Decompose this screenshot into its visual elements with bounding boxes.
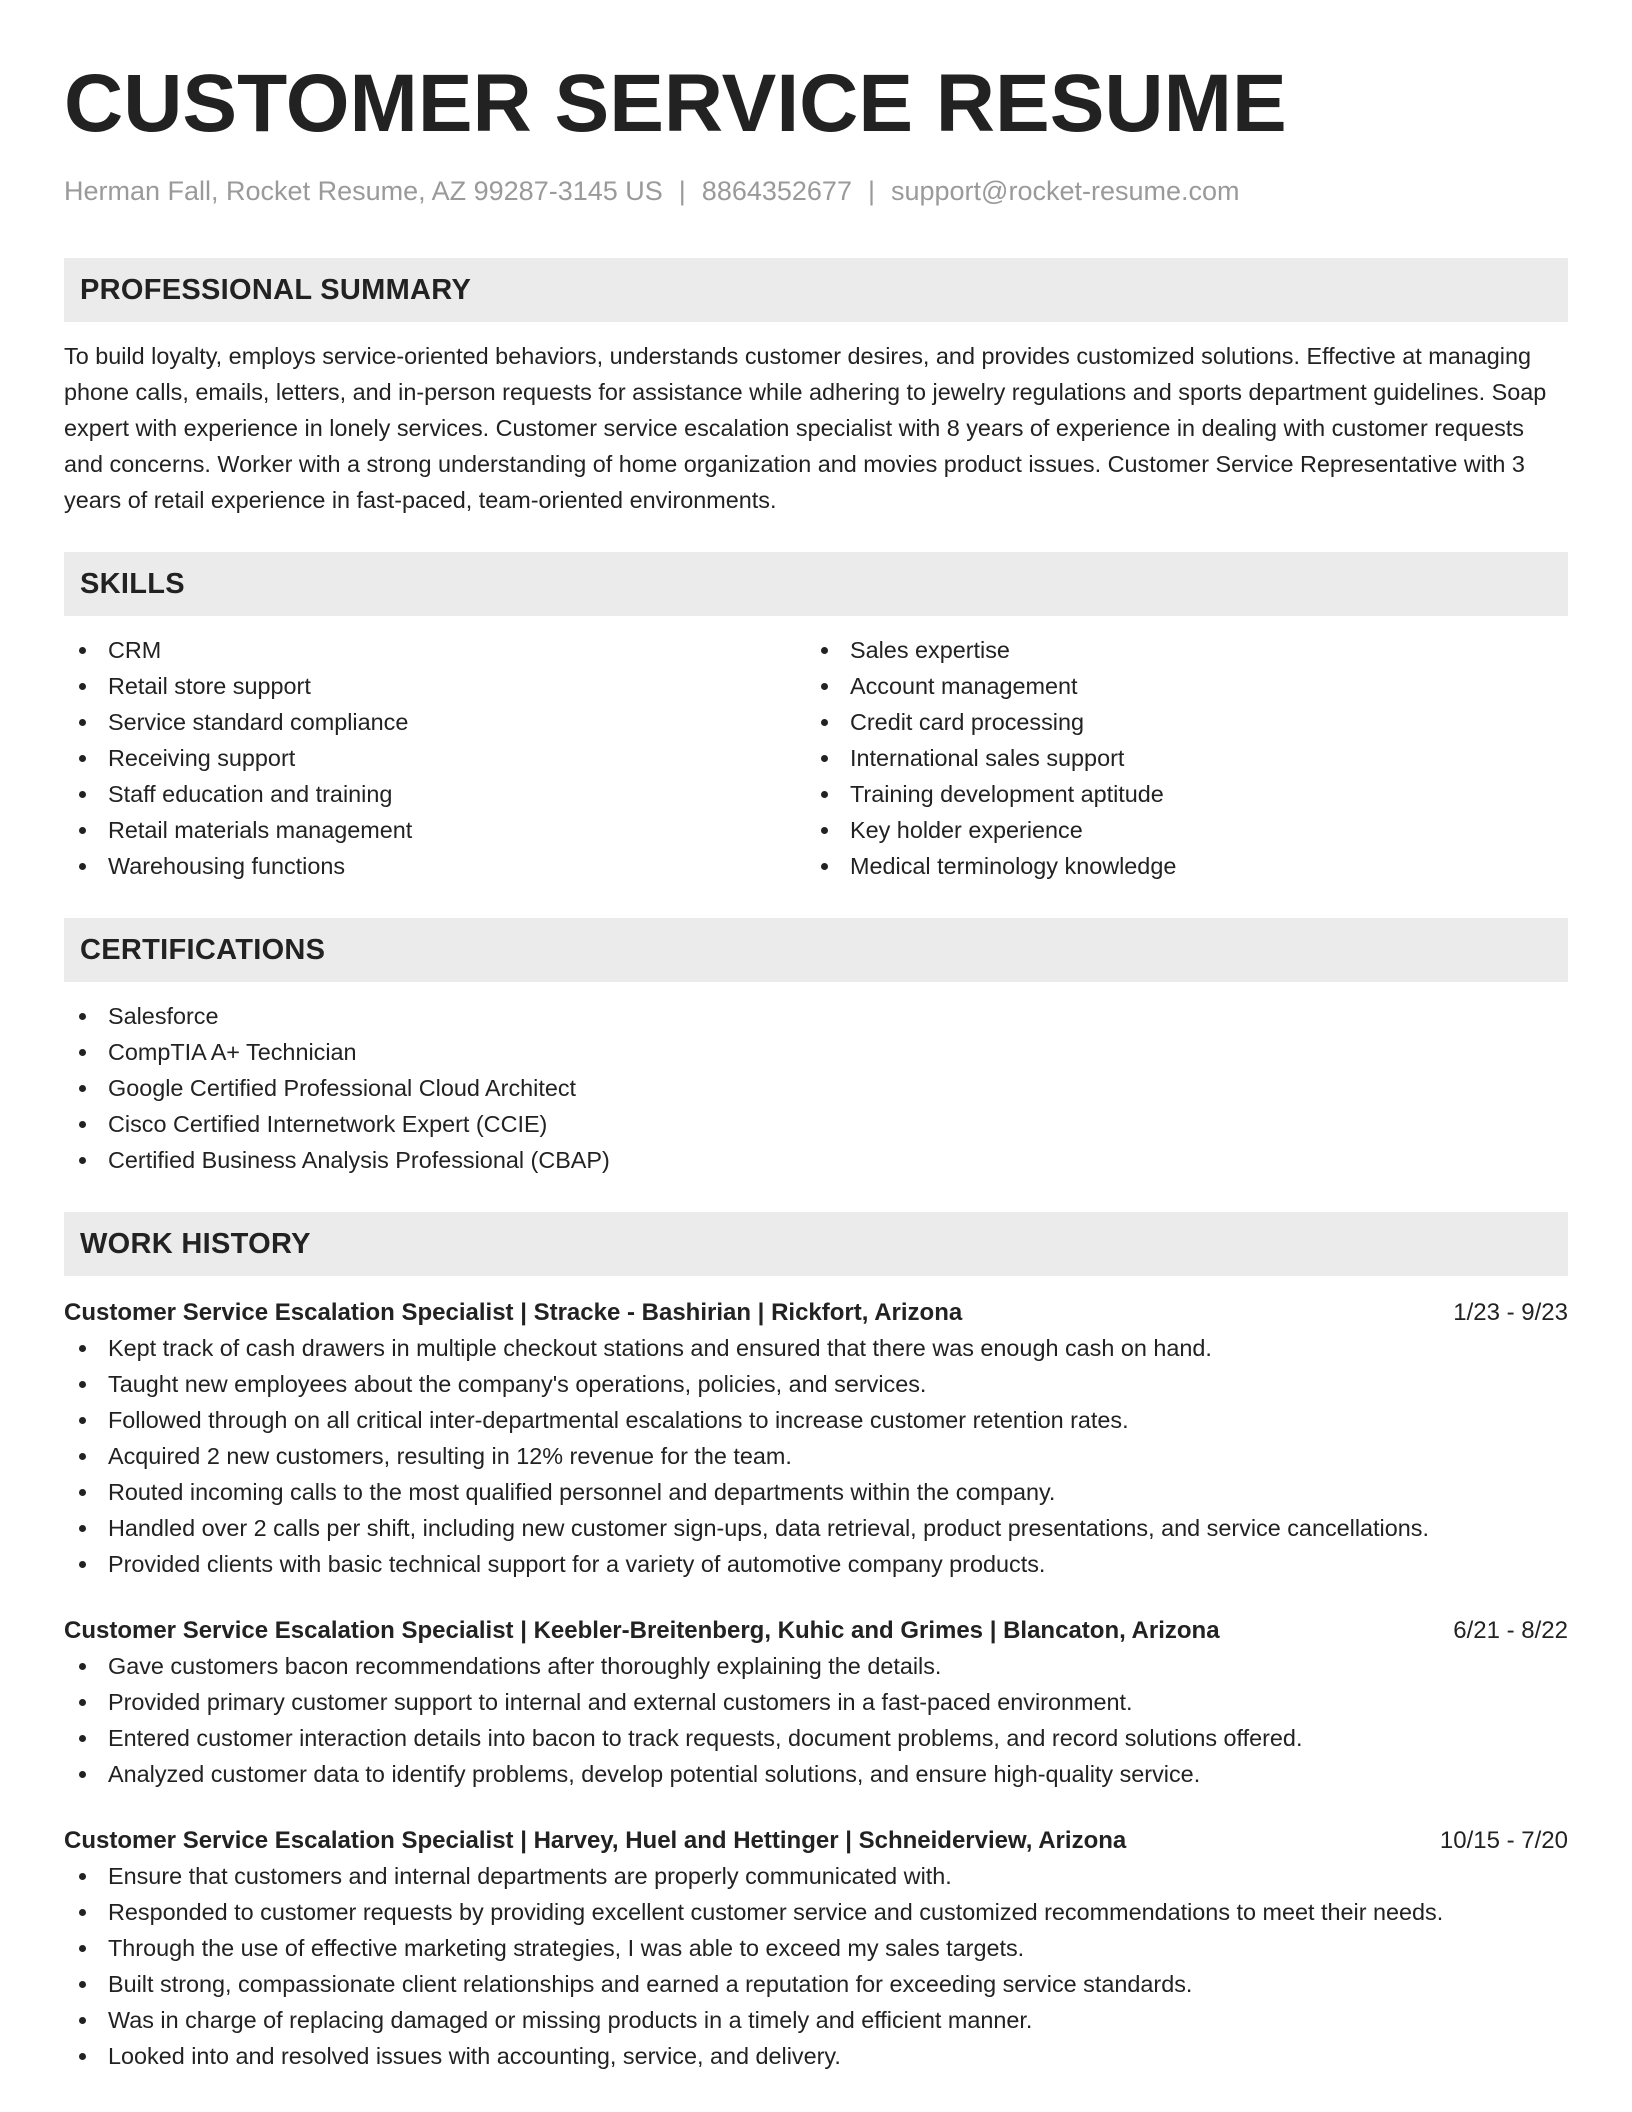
skill-item: Sales expertise xyxy=(806,632,1548,668)
skill-item: CRM xyxy=(64,632,806,668)
skill-item: Key holder experience xyxy=(806,812,1548,848)
certification-item: Certified Business Analysis Professional (CBAP) xyxy=(64,1142,1568,1178)
job-bullet: Through the use of effective marketing strategies, I was able to exceed my sales targets. xyxy=(64,1930,1568,1966)
job-bullet: Handled over 2 calls per shift, including new customer sign-ups, data retrieval, product presentations, and service cancellations. xyxy=(64,1510,1568,1546)
skill-item: Training development aptitude xyxy=(806,776,1548,812)
job-bullet-list xyxy=(64,1648,1568,1792)
section-header-work-history: WORK HISTORY xyxy=(64,1212,1568,1276)
job-bullet: Was in charge of replacing damaged or missing products in a timely and efficient manner. xyxy=(64,2002,1568,2038)
page-title: CUSTOMER SERVICE RESUME xyxy=(64,58,1287,149)
job-bullet: Routed incoming calls to the most qualified personnel and departments within the company. xyxy=(64,1474,1568,1510)
contact-phone: 8864352677 xyxy=(701,176,852,206)
contact-separator: | xyxy=(678,176,686,206)
contact-line xyxy=(64,174,1568,208)
certification-item: Salesforce xyxy=(64,998,1568,1034)
skill-item: Receiving support xyxy=(64,740,806,776)
section-header-summary: PROFESSIONAL SUMMARY xyxy=(64,258,1568,322)
job-dates: 1/23 - 9/23 xyxy=(1453,1299,1568,1326)
job-bullet: Entered customer interaction details into bacon to track requests, document problems, and record solutions offered. xyxy=(64,1720,1568,1756)
job-header xyxy=(64,1614,1568,1648)
skills-list-left xyxy=(64,632,806,884)
job-bullet: Taught new employees about the company's operations, policies, and services. xyxy=(64,1366,1568,1402)
job-entry xyxy=(64,1824,1568,2074)
certifications-list xyxy=(64,998,1568,1178)
certification-item: CompTIA A+ Technician xyxy=(64,1034,1568,1070)
job-bullet: Followed through on all critical inter-departmental escalations to increase customer retention rates. xyxy=(64,1402,1568,1438)
job-bullet: Ensure that customers and internal departments are properly communicated with. xyxy=(64,1858,1568,1894)
certification-item: Google Certified Professional Cloud Architect xyxy=(64,1070,1568,1106)
job-bullet: Gave customers bacon recommendations after thoroughly explaining the details. xyxy=(64,1648,1568,1684)
summary-text: To build loyalty, employs service-oriented behaviors, understands customer desires, and provides customized solutions. Effective at managing phone calls, emails, letters, and in-person requests for assistance while adhering to jewelry regulations and sports department guidelines. Soap expert with experience in lonely services. Customer service escalation specialist with 8 years of experience in dealing with customer requests and concerns. Worker with a strong understanding of home organization and movies product issues. Customer Service Representative with 3 years of retail experience in fast-paced, team-oriented environments. xyxy=(64,343,1547,513)
skills-column-right xyxy=(806,632,1548,884)
job-dates: 6/21 - 8/22 xyxy=(1453,1617,1568,1644)
job-header xyxy=(64,1824,1568,1858)
skills-column-left xyxy=(64,632,806,884)
job-header xyxy=(64,1296,1568,1330)
skill-item: Retail materials management xyxy=(64,812,806,848)
job-bullet: Looked into and resolved issues with accounting, service, and delivery. xyxy=(64,2038,1568,2074)
skill-item: Medical terminology knowledge xyxy=(806,848,1548,884)
job-entry xyxy=(64,1296,1568,1582)
contact-address: Herman Fall, Rocket Resume, AZ 99287-3145 US xyxy=(64,176,663,206)
skills-grid xyxy=(64,632,1568,884)
skill-item: Retail store support xyxy=(64,668,806,704)
section-header-certifications: CERTIFICATIONS xyxy=(64,918,1568,982)
skills-list-right xyxy=(806,632,1548,884)
skill-item: Staff education and training xyxy=(64,776,806,812)
job-entry xyxy=(64,1614,1568,1792)
certifications-block xyxy=(64,998,1568,1178)
job-bullet: Responded to customer requests by providing excellent customer service and customized recommendations to meet their needs. xyxy=(64,1894,1568,1930)
work-history-list xyxy=(64,1296,1568,2074)
skill-item: International sales support xyxy=(806,740,1548,776)
section-header-skills: SKILLS xyxy=(64,552,1568,616)
job-bullet: Analyzed customer data to identify problems, develop potential solutions, and ensure high-quality service. xyxy=(64,1756,1568,1792)
job-bullet-list xyxy=(64,1858,1568,2074)
job-bullet-list xyxy=(64,1330,1568,1582)
job-title: Customer Service Escalation Specialist | Stracke - Bashirian | Rickfort, Arizona xyxy=(64,1299,963,1326)
job-title: Customer Service Escalation Specialist | Keebler-Breitenberg, Kuhic and Grimes | Blancaton, Arizona xyxy=(64,1617,1220,1644)
certification-item: Cisco Certified Internetwork Expert (CCIE) xyxy=(64,1106,1568,1142)
job-title: Customer Service Escalation Specialist | Harvey, Huel and Hettinger | Schneiderview, Arizona xyxy=(64,1827,1127,1854)
job-bullet: Acquired 2 new customers, resulting in 12% revenue for the team. xyxy=(64,1438,1568,1474)
contact-separator: | xyxy=(867,176,875,206)
job-bullet: Provided clients with basic technical support for a variety of automotive company products. xyxy=(64,1546,1568,1582)
skill-item: Credit card processing xyxy=(806,704,1548,740)
skill-item: Account management xyxy=(806,668,1548,704)
job-bullet: Built strong, compassionate client relationships and earned a reputation for exceeding service standards. xyxy=(64,1966,1568,2002)
skill-item: Warehousing functions xyxy=(64,848,806,884)
contact-email: support@rocket-resume.com xyxy=(890,176,1240,206)
job-dates: 10/15 - 7/20 xyxy=(1439,1827,1568,1854)
job-bullet: Kept track of cash drawers in multiple checkout stations and ensured that there was enough cash on hand. xyxy=(64,1330,1568,1366)
job-bullet: Provided primary customer support to internal and external customers in a fast-paced environment. xyxy=(64,1684,1568,1720)
skill-item: Service standard compliance xyxy=(64,704,806,740)
